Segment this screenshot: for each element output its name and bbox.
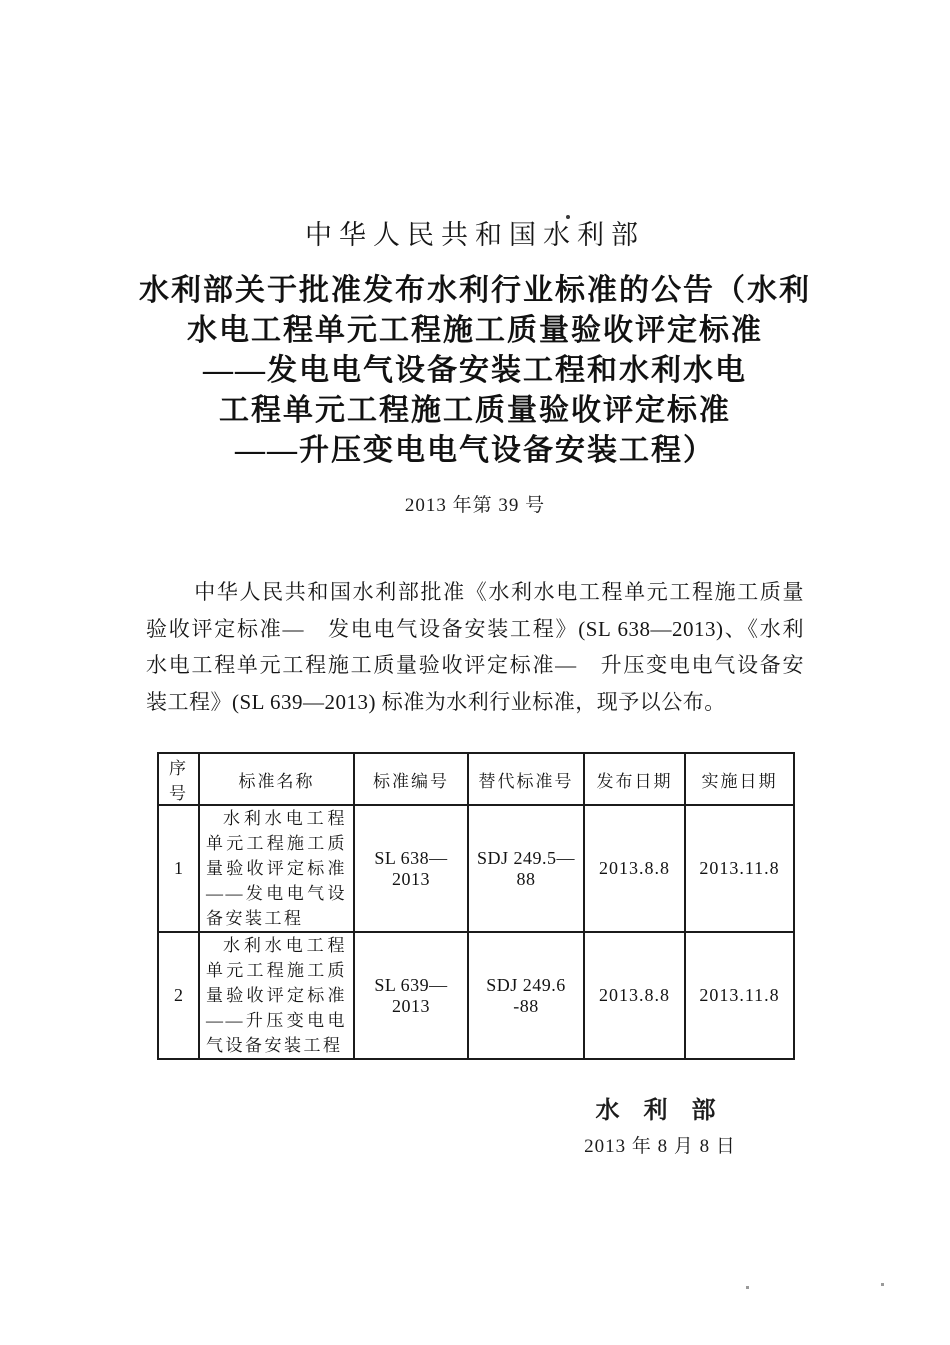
body-line: 水电工程单元工程施工质量验收评定标准— 升压变电电气设备安	[146, 653, 804, 677]
cell-replaced-code: SDJ 249.6 -88	[468, 932, 584, 1059]
announcement-title-line: ——发电电气设备安装工程和水利水电	[203, 354, 747, 387]
header-standard-name: 标准名称	[199, 753, 354, 805]
cell-serial-number: 1	[158, 805, 199, 932]
cell-publish-date: 2013.8.8	[584, 932, 685, 1059]
announcement-title-line: 工程单元工程施工质量验收评定标准	[219, 394, 731, 427]
header-publish-date: 发布日期	[584, 753, 685, 805]
cell-standard-code: SL 639—2013	[354, 932, 468, 1059]
header-standard-code: 标准编号	[354, 753, 468, 805]
cell-standard-name: 水利水电工程单元工程施工质量验收评定标准——发电电气设备安装工程	[199, 805, 354, 932]
announcement-title	[0, 271, 950, 471]
cell-replaced-code: SDJ 249.5—88	[468, 805, 584, 932]
signature-date: 2013 年 8 月 8 日	[584, 1136, 736, 1157]
document-number: 2013 年第 39 号	[404, 495, 546, 516]
table-row	[158, 932, 794, 1059]
issuing-authority-title: 中华人民共和国水利部	[305, 220, 645, 250]
cell-implement-date: 2013.11.8	[685, 932, 794, 1059]
scan-artifact-speck	[746, 1286, 749, 1289]
table-header-row	[158, 753, 794, 805]
header-replaced-code: 替代标准号	[468, 753, 584, 805]
announcement-title-line: ——升压变电电气设备安装工程）	[235, 434, 715, 467]
cell-standard-code: SL 638—2013	[354, 805, 468, 932]
cell-serial-number: 2	[158, 932, 199, 1059]
header-serial-number: 序号	[158, 753, 199, 805]
announcement-title-line: 水电工程单元工程施工质量验收评定标准	[187, 314, 763, 347]
table-row	[158, 805, 794, 932]
cell-publish-date: 2013.8.8	[584, 805, 685, 932]
body-line: 中华人民共和国水利部批准《水利水电工程单元工程施工质量	[194, 580, 804, 604]
announcement-body	[146, 574, 804, 720]
cell-implement-date: 2013.11.8	[685, 805, 794, 932]
standards-table	[157, 752, 795, 1060]
cell-standard-name: 水利水电工程单元工程施工质量验收评定标准——升压变电电气设备安装工程	[199, 932, 354, 1059]
header-implement-date: 实施日期	[685, 753, 794, 805]
body-line: 装工程》(SL 639—2013) 标准为水利行业标准，现予以公布。	[146, 689, 726, 714]
scan-artifact-speck	[881, 1283, 884, 1286]
signature-organization: 水 利 部	[595, 1098, 725, 1124]
body-line: 验收评定标准— 发电电气设备安装工程》(SL 638—2013)、《水利	[146, 616, 804, 641]
scan-artifact-dot	[566, 215, 570, 219]
announcement-title-line: 水利部关于批准发布水利行业标准的公告（水利	[139, 274, 811, 307]
